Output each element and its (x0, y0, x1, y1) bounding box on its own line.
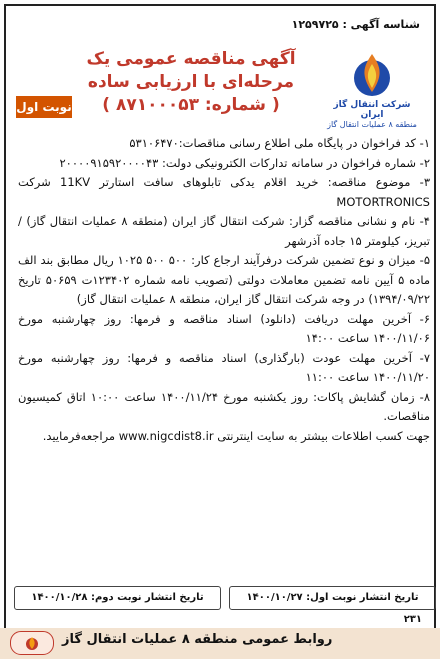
tender-number: ( شماره: ۸۷۱۰۰۰۵۳ ) (102, 95, 280, 115)
first-publish-date: تاریخ انتشار نوبت اول: ۱۴۰۰/۱۰/۲۷ (229, 586, 436, 610)
item-2: ۲- شماره فراخوان در سامانه تدارکات الکترونیکی دولت: ۲۰۰۰۰۹۱۵۹۲۰۰۰۰۴۳ (59, 155, 430, 170)
item-4: ۴- نام و نشانی مناقصه گزار: شرکت انتقال گاز ایران (منطقه ۸ عملیات انتقال گاز) / تبریز، کیلومتر ۱۵ جاده آذرشهر (18, 214, 430, 248)
title-line-1: آگهی مناقصه عمومی یک (86, 49, 296, 69)
item-3: ۳- موضوع مناقصه: خرید اقلام یدکی تابلوهای سافت استارتر 11KV شرکت MOTORTRONICS (18, 175, 430, 209)
item-1: ۱- کد فراخوان در پایگاه ملی اطلاع رسانی مناقصات:۵۳۱۰۶۴۷۰ (129, 136, 430, 150)
notice-frame (4, 4, 436, 632)
logo-region-name: منطقه ۸ عملیات انتقال گاز (327, 120, 417, 129)
website-line: جهت کسب اطلاعات بیشتر به سایت اینترنتی www.nigcdist8.ir مراجعه‌فرمایید. (42, 428, 430, 443)
publish-dates (14, 586, 436, 610)
footer-title: روابط عمومی منطقه ۸ عملیات انتقال گاز (62, 632, 333, 647)
gas-flame-logo-icon (350, 48, 394, 98)
footer-flame-icon (24, 635, 40, 651)
logo-company-name: شرکت انتقال گاز ایران (333, 100, 411, 120)
footer-logo (10, 631, 54, 655)
item-5: ۵- میزان و نوع تضمین شرکت درفرآیند ارجاع کار: ۵۰۰ ۵۰۰ ۱۰۲۵ ریال مطابق بند الف ماده ۵ آیین نامه تضمین معاملات دولتی (تصویب نامه شماره ۱۲۳۴۰۲ت ۵۰۶۵۹ تاریخ ۱۳۹۴/۰۹/۲۲) در وجه شرکت انتقال گاز ایران، منطقه ۸ عملیات انتقال گاز) (18, 253, 430, 306)
footer-bar (0, 628, 440, 659)
item-7: ۷- آخرین مهلت عودت (بارگذاری) اسناد مناقصه و فرمها: روز چهارشنبه مورخ ۱۴۰۰/۱۱/۲۰ ساعت ۱۱:۰۰ (18, 350, 430, 384)
notice-title (76, 48, 306, 117)
company-logo (324, 48, 420, 130)
round-badge: نوبت اول (16, 96, 72, 118)
title-line-2: مرحله‌ای با ارزیابی ساده (87, 72, 295, 92)
ad-id: شناسه آگهی : ۱۲۵۹۷۲۵ (291, 18, 420, 31)
second-publish-date: تاریخ انتشار نوبت دوم: ۱۴۰۰/۱۰/۲۸ (14, 586, 221, 610)
notice-body (18, 134, 430, 446)
page-number: ۲۳۱ (403, 614, 422, 625)
item-8: ۸- زمان گشایش پاکات: روز یکشنبه مورخ ۱۴۰۰/۱۱/۲۴ ساعت ۱۰:۰۰ اتاق کمیسیون مناقصات. (18, 389, 431, 423)
item-6: ۶- آخرین مهلت دریافت (دانلود) اسناد مناقصه و فرمها: روز چهارشنبه مورخ ۱۴۰۰/۱۱/۰۶ ساعت ۱۴:۰۰ (18, 311, 430, 345)
